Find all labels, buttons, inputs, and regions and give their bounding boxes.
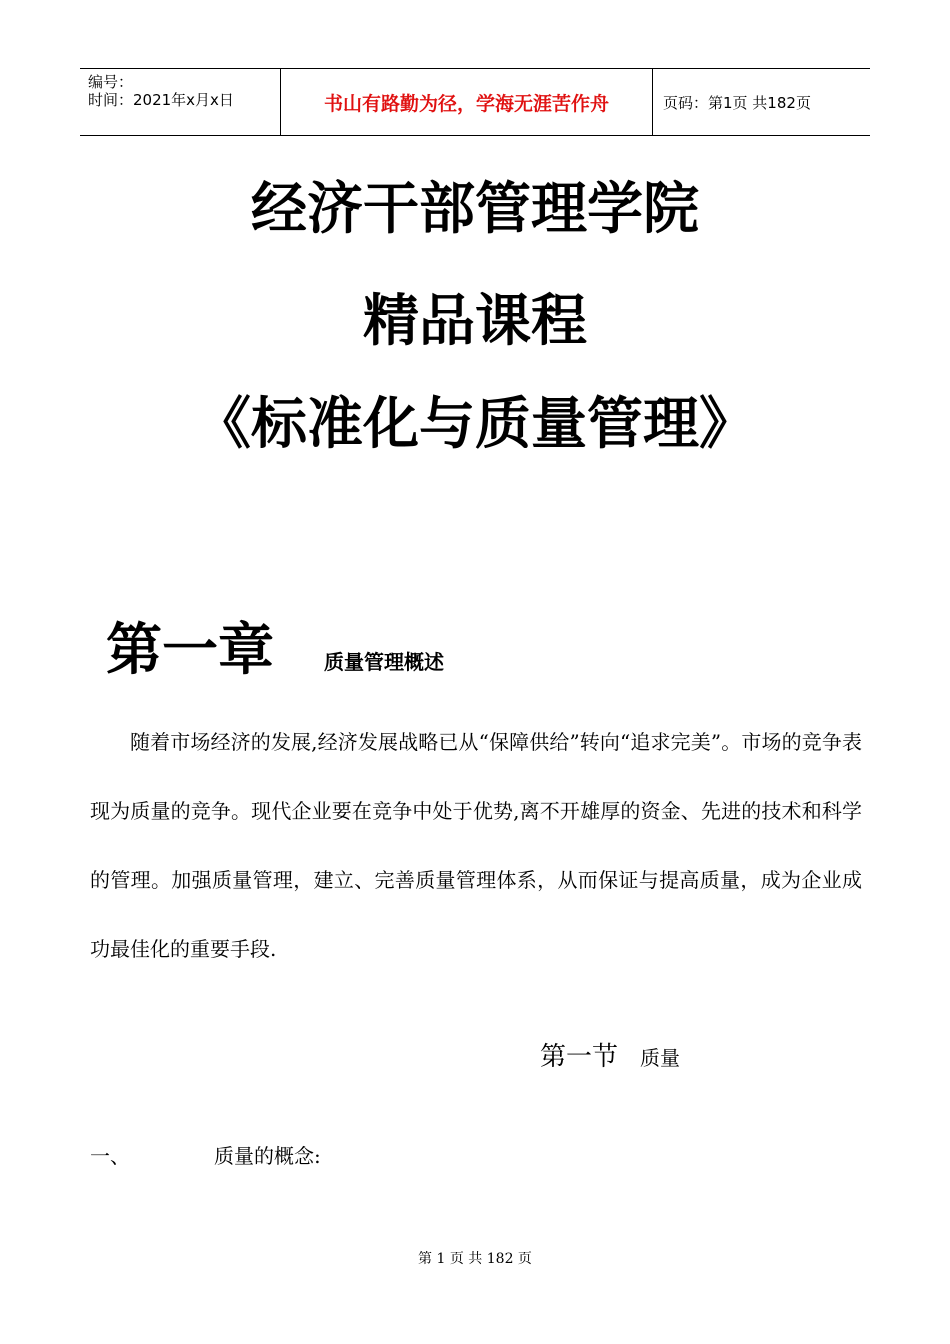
chapter-title: 质量管理概述 — [324, 650, 444, 674]
section-heading — [540, 1036, 680, 1073]
section-title: 质量 — [640, 1046, 681, 1070]
section-label: 第一节 — [540, 1042, 619, 1072]
page-footer: 第 1 页 共 182 页 — [418, 1251, 532, 1267]
list-item — [90, 1140, 321, 1169]
list-item-text: 质量的概念: — [214, 1144, 321, 1168]
header-meta — [80, 69, 280, 135]
title-course-type: 精品课程 — [363, 289, 587, 354]
page-header — [80, 68, 870, 136]
header-page-info: 页码：第1页 共182页 — [663, 93, 811, 112]
list-item-number: 一、 — [90, 1144, 130, 1168]
intro-paragraph: 随着市场经济的发展,经济发展战略已从“保障供给”转向“追求完美”。市场的竞争表现为质量的竞争。现代企业要在竞争中处于优势,离不开雄厚的资金、先进的技术和科学的管理。加强质量管理，建立、完善质量管理体系，从而保证与提高质量，成为企业成功最佳化的重要手段. — [90, 730, 862, 961]
title-course-name: 《标准化与质量管理》 — [195, 392, 755, 457]
chapter-label: 第一章 — [106, 618, 274, 683]
header-number-label: 编号： — [88, 73, 134, 91]
chapter-heading — [106, 606, 444, 686]
title-institution: 经济干部管理学院 — [251, 177, 699, 242]
header-time-label: 时间：2021年x月x日 — [88, 91, 234, 109]
header-motto: 书山有路勤为径，学海无涯苦作舟 — [280, 69, 653, 135]
